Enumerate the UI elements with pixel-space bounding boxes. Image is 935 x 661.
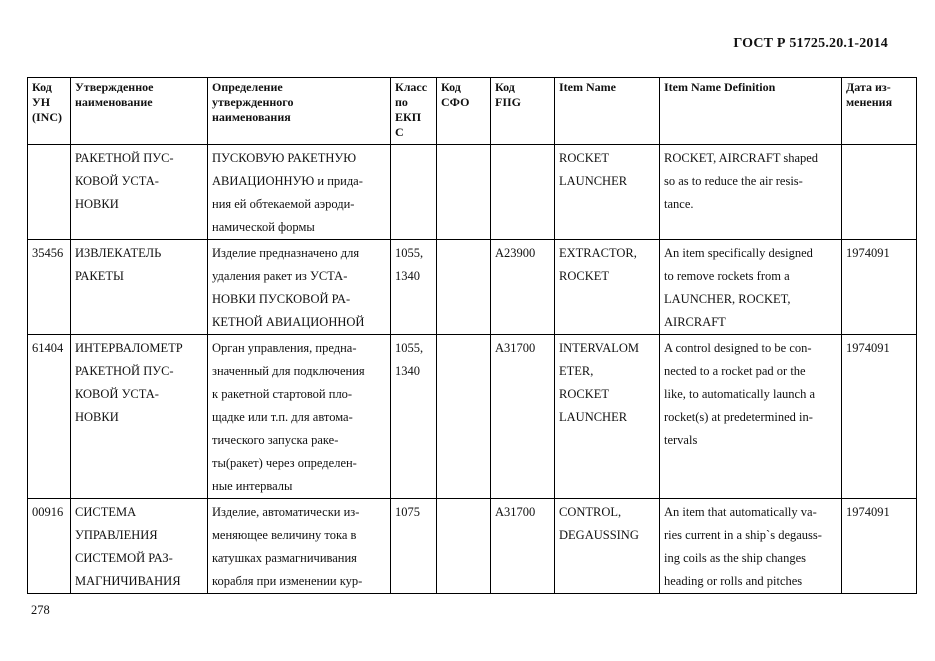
header-code-fiig: [491, 78, 555, 145]
cell-line: LAUNCHER: [559, 410, 628, 424]
header-line: Класс: [395, 80, 428, 94]
cell-approved-name: [71, 145, 208, 240]
cell-line: значенный для подключения: [212, 364, 365, 378]
cell-line: МАГНИЧИВАНИЯ: [75, 574, 181, 588]
cell-approved-name: [71, 499, 208, 594]
cell-line: 1340: [395, 269, 420, 283]
cell-line: к ракетной стартовой пло-: [212, 387, 353, 401]
catalog-table: [27, 77, 917, 594]
cell-line: A control designed to be con-: [664, 341, 812, 355]
header-code-inc: [28, 78, 71, 145]
cell-fiig: [491, 335, 555, 499]
cell-approved-name: [71, 240, 208, 335]
header-line: менения: [846, 95, 893, 109]
cell-line: An item specifically designed: [664, 246, 813, 260]
cell-code: [28, 240, 71, 335]
cell-code: [28, 145, 71, 240]
cell-date: [842, 335, 917, 499]
header-line: по: [395, 95, 408, 109]
cell-line: ing coils as the ship changes: [664, 551, 806, 565]
cell-line: to remove rockets from a: [664, 269, 790, 283]
cell-item-definition: [660, 499, 842, 594]
cell-code: [28, 335, 71, 499]
cell-line: Изделие предназначено для: [212, 246, 360, 260]
cell-line: КОВОЙ УСТА-: [75, 174, 159, 188]
cell-item-definition: [660, 335, 842, 499]
cell-sfo: [437, 240, 491, 335]
cell-line: ПУСКОВУЮ РАКЕТНУЮ: [212, 151, 357, 165]
cell-approved-name: [71, 335, 208, 499]
cell-date: [842, 499, 917, 594]
table-row: [28, 240, 917, 335]
cell-sfo: [437, 335, 491, 499]
cell-line: nected to a rocket pad or the: [664, 364, 806, 378]
table-row: [28, 499, 917, 594]
header-item-name-definition: [660, 78, 842, 145]
cell-line: НОВКИ: [75, 410, 119, 424]
cell-line: ИНТЕРВАЛОМЕТР: [75, 341, 183, 355]
header-line: УН: [32, 95, 51, 109]
header-class-ekps: [391, 78, 437, 145]
cell-fiig: [491, 499, 555, 594]
cell-line: ETER,: [559, 364, 594, 378]
cell-line: 1055,: [395, 341, 424, 355]
cell-line: Орган управления, предна-: [212, 341, 357, 355]
cell-line: тического запуска раке-: [212, 433, 339, 447]
cell-line: 1340: [395, 364, 420, 378]
table-row: [28, 145, 917, 240]
cell-line: 1055,: [395, 246, 424, 260]
table-row: [28, 335, 917, 499]
header-code-sfo: [437, 78, 491, 145]
cell-line: СИСТЕМА: [75, 505, 137, 519]
cell-line: LAUNCHER, ROCKET,: [664, 292, 791, 306]
cell-line: A31700: [495, 505, 536, 519]
cell-line: like, to automatically launch a: [664, 387, 815, 401]
cell-item-definition: [660, 240, 842, 335]
cell-definition: [208, 240, 391, 335]
cell-line: 1075: [395, 505, 420, 519]
cell-item-name: [555, 145, 660, 240]
cell-sfo: [437, 145, 491, 240]
cell-date: [842, 240, 917, 335]
cell-fiig: [491, 145, 555, 240]
cell-definition: [208, 335, 391, 499]
cell-item-name: [555, 240, 660, 335]
header-line: Item Name Definition: [664, 80, 776, 94]
cell-line: heading or rolls and pitches: [664, 574, 803, 588]
cell-line: tervals: [664, 433, 698, 447]
cell-line: ния ей обтекаемой аэроди-: [212, 197, 355, 211]
cell-line: ries current in a ship`s degauss-: [664, 528, 822, 542]
cell-line: 00916: [32, 505, 64, 519]
cell-item-definition: [660, 145, 842, 240]
cell-class: [391, 145, 437, 240]
cell-class: [391, 499, 437, 594]
cell-line: РАКЕТЫ: [75, 269, 124, 283]
table-header-row: [28, 78, 917, 145]
header-line: Дата из-: [846, 80, 891, 94]
header-line: СФО: [441, 95, 470, 109]
cell-code: [28, 499, 71, 594]
cell-line: AIRCRAFT: [664, 315, 726, 329]
cell-line: ROCKET: [559, 269, 609, 283]
cell-date: [842, 145, 917, 240]
cell-line: намической формы: [212, 220, 315, 234]
header-line: FIIG: [495, 95, 522, 109]
cell-line: НОВКИ: [75, 197, 119, 211]
cell-line: 1974091: [846, 505, 890, 519]
cell-line: LAUNCHER: [559, 174, 628, 188]
cell-definition: [208, 145, 391, 240]
header-approved-name: [71, 78, 208, 145]
cell-line: A23900: [495, 246, 536, 260]
cell-line: КЕТНОЙ АВИАЦИОННОЙ: [212, 315, 365, 329]
cell-item-name: [555, 335, 660, 499]
header-line: утвержденного: [212, 95, 294, 109]
cell-line: АВИАЦИОННУЮ и прида-: [212, 174, 363, 188]
cell-line: DEGAUSSING: [559, 528, 639, 542]
cell-item-name: [555, 499, 660, 594]
cell-line: A31700: [495, 341, 536, 355]
cell-line: НОВКИ ПУСКОВОЙ РА-: [212, 292, 351, 306]
cell-line: КОВОЙ УСТА-: [75, 387, 159, 401]
header-line: ЕКП: [395, 110, 422, 124]
header-line: (INC): [32, 110, 62, 124]
cell-line: 1974091: [846, 246, 890, 260]
cell-fiig: [491, 240, 555, 335]
cell-line: INTERVALOM: [559, 341, 640, 355]
cell-line: ROCKET: [559, 151, 609, 165]
header-line: Код: [495, 80, 515, 94]
header-item-name: [555, 78, 660, 145]
cell-definition: [208, 499, 391, 594]
document-code: ГОСТ Р 51725.20.1-2014: [733, 36, 888, 51]
header-line: Код: [32, 80, 52, 94]
header-definition: [208, 78, 391, 145]
cell-line: rocket(s) at predetermined in-: [664, 410, 813, 424]
header-line: Утвержденное: [75, 80, 154, 94]
cell-line: УПРАВЛЕНИЯ: [75, 528, 158, 542]
cell-line: ные интервалы: [212, 479, 293, 493]
cell-line: 61404: [32, 341, 64, 355]
cell-line: ROCKET: [559, 387, 609, 401]
cell-line: 1974091: [846, 341, 890, 355]
cell-line: ИЗВЛЕКАТЕЛЬ: [75, 246, 162, 260]
cell-line: меняющее величину тока в: [212, 528, 357, 542]
table-body: [28, 145, 917, 594]
cell-line: EXTRACTOR,: [559, 246, 637, 260]
header-line: С: [395, 125, 404, 139]
cell-line: корабля при изменении кур-: [212, 574, 363, 588]
header-line: Item Name: [559, 80, 616, 94]
cell-class: [391, 335, 437, 499]
cell-line: An item that automatically va-: [664, 505, 817, 519]
cell-line: удаления ракет из УСТА-: [212, 269, 348, 283]
cell-line: Изделие, автоматически из-: [212, 505, 360, 519]
cell-line: РАКЕТНОЙ ПУС-: [75, 151, 174, 165]
cell-line: ROCKET, AIRCRAFT shaped: [664, 151, 819, 165]
cell-line: ты(ракет) через определен-: [212, 456, 357, 470]
cell-line: катушках размагничивания: [212, 551, 357, 565]
cell-line: РАКЕТНОЙ ПУС-: [75, 364, 174, 378]
header-line: наименования: [212, 110, 291, 124]
cell-line: щадке или т.п. для автома-: [212, 410, 353, 424]
page-number: 278: [31, 603, 50, 617]
cell-line: 35456: [32, 246, 64, 260]
header-line: Код: [441, 80, 461, 94]
cell-line: tance.: [664, 197, 694, 211]
header-change-date: [842, 78, 917, 145]
header-line: Определение: [212, 80, 283, 94]
cell-line: so as to reduce the air resis-: [664, 174, 803, 188]
cell-class: [391, 240, 437, 335]
cell-line: СИСТЕМОЙ РАЗ-: [75, 551, 173, 565]
cell-sfo: [437, 499, 491, 594]
header-line: наименование: [75, 95, 153, 109]
cell-line: CONTROL,: [559, 505, 622, 519]
